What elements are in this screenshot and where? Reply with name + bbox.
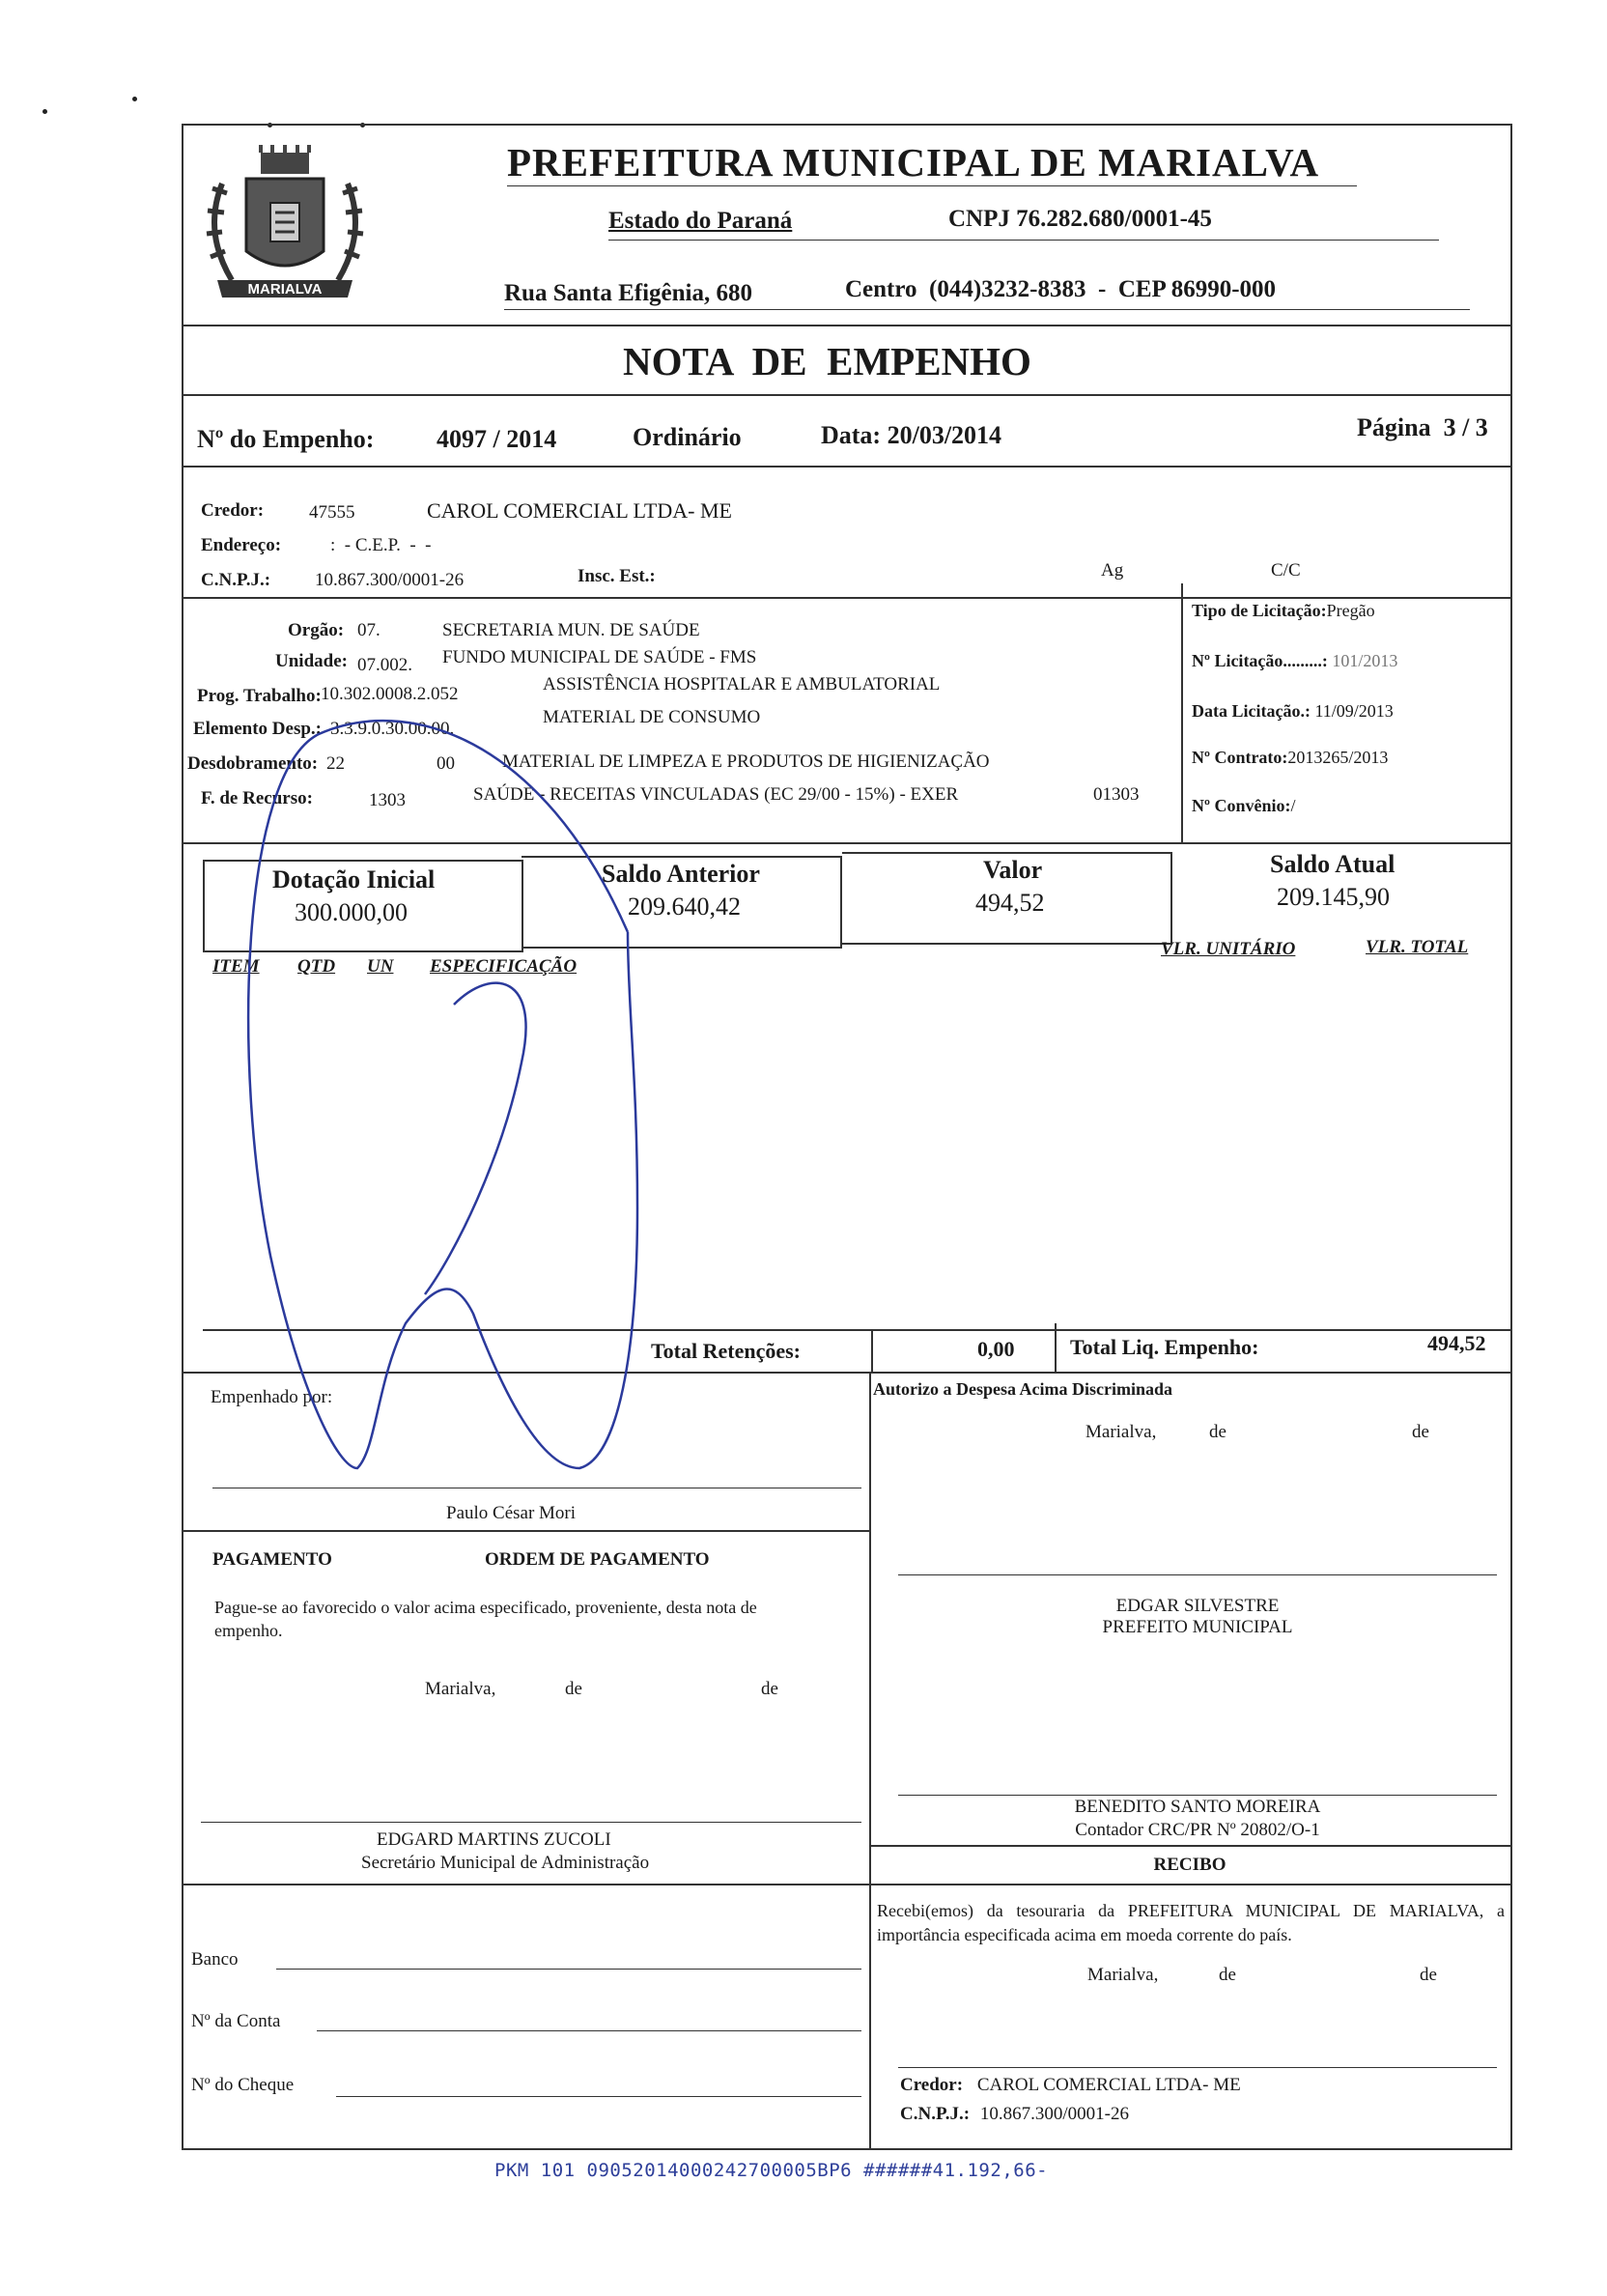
total-retencoes-value: 0,00 (977, 1337, 1015, 1361)
processing-stamp: PKM 101 09052014000242700005BP6 ######41.192,66- (494, 2160, 1049, 2181)
desdobramento-name: MATERIAL DE LIMPEZA E PRODUTOS DE HIGIENIZAÇÃO (502, 751, 990, 772)
recibo-de-2: de (1420, 1965, 1437, 1985)
crest-label: MARIALVA (247, 281, 323, 298)
pague-se-text: Pague-se ao favorecido o valor acima especificado, proveniente, desta nota de empenho. (214, 1598, 757, 1640)
orgao-code: 07. (357, 620, 381, 640)
numero-convenio-value: / (1290, 796, 1296, 815)
prefeito-name: EDGAR SILVESTRE (1115, 1596, 1280, 1616)
empenho-number: 4097 / 2014 (437, 425, 557, 453)
numero-contrato-label: Nº Contrato: (1192, 748, 1288, 767)
recibo-text: Recebi(emos) da tesouraria da PREFEITURA MUNICIPAL DE MARIALVA, a importância especificada acima em moeda corrente do país. (877, 1901, 1505, 1944)
fonte-recurso-extra: 01303 (1093, 784, 1140, 805)
fonte-recurso-code: 1303 (369, 790, 406, 810)
autorizo-despesa: Autorizo a Despesa Acima Discriminada (873, 1379, 1172, 1399)
dotacao-inicial-label: Dotação Inicial (272, 865, 436, 893)
unidade-name: FUNDO MUNICIPAL DE SAÚDE - FMS (442, 647, 757, 667)
saldo-atual-value: 209.145,90 (1277, 883, 1390, 911)
numero-conta-label: Nº da Conta (191, 2011, 281, 2031)
autorizo-de-2: de (1412, 1422, 1429, 1442)
prefeito-role: PREFEITO MUNICIPAL (1102, 1617, 1293, 1637)
recibo-cnpj-value: 10.867.300/0001-26 (979, 2104, 1129, 2124)
recibo-title: RECIBO (1153, 1855, 1226, 1875)
autorizo-city: Marialva, (1085, 1422, 1157, 1442)
credor-label: Credor: (201, 500, 265, 521)
data-licitacao-value: 11/09/2013 (1314, 701, 1394, 721)
valor-value: 494,52 (975, 889, 1045, 917)
tipo-licitacao-value: Pregão (1326, 601, 1375, 620)
credor-name: CAROL COMERCIAL LTDA- ME (427, 498, 732, 523)
header-cnpj: CNPJ 76.282.680/0001-45 (948, 206, 1212, 232)
elemento-despesa-name: MATERIAL DE CONSUMO (543, 707, 761, 727)
elemento-despesa-code: 3.3.9.0.30.00.00. (330, 719, 455, 739)
col-vlr-total: VLR. TOTAL (1366, 937, 1469, 957)
secretario-name: EDGARD MARTINS ZUCOLI (377, 1829, 611, 1850)
total-liquido-value: 494,52 (1427, 1331, 1486, 1355)
pagamento-label: PAGAMENTO (212, 1549, 332, 1570)
orgao-label: Orgão: (288, 620, 345, 640)
empenho-number-label: Nº do Empenho: (197, 425, 375, 453)
col-qtd: QTD (297, 956, 336, 977)
saldo-anterior-value: 209.640,42 (628, 893, 741, 921)
desdobramento-a: 22 (326, 753, 345, 774)
numero-licitacao-label: Nº Licitação.........: (1192, 651, 1328, 670)
street-address: Rua Santa Efigênia, 680 (504, 280, 752, 306)
tipo-licitacao-label: Tipo de Licitação: (1192, 601, 1327, 620)
credor-code: 47555 (309, 502, 355, 523)
recibo-de-1: de (1219, 1965, 1236, 1985)
ordem-pagamento-label: ORDEM DE PAGAMENTO (485, 1549, 710, 1570)
total-retencoes-label: Total Retenções: (651, 1339, 801, 1363)
unidade-code: 07.002. (357, 655, 412, 675)
municipality-title: PREFEITURA MUNICIPAL DE MARIALVA (507, 140, 1320, 184)
recibo-credor-name: CAROL COMERCIAL LTDA- ME (976, 2075, 1241, 2095)
numero-licitacao-value: 101/2013 (1332, 651, 1398, 670)
col-item: ITEM (212, 956, 260, 977)
numero-convenio-label: Nº Convênio: (1192, 796, 1291, 815)
state-name: Estado do Paraná (608, 208, 793, 234)
insc-est-label: Insc. Est.: (578, 566, 656, 586)
unidade-label: Unidade: (275, 651, 348, 671)
valor-label: Valor (983, 856, 1043, 884)
secretario-role: Secretário Municipal de Administração (361, 1853, 650, 1873)
numero-cheque-label: Nº do Cheque (191, 2075, 295, 2095)
col-vlr-unitario: VLR. UNITÁRIO (1161, 939, 1296, 959)
district-phone-cep: Centro (044)3232-8383 - CEP 86990-000 (845, 276, 1277, 302)
desdobramento-b: 00 (437, 753, 455, 774)
recibo-cnpj-label: C.N.P.J.: (900, 2104, 971, 2124)
recibo-credor-label: Credor: (900, 2075, 964, 2095)
document-title: NOTA DE EMPENHO (623, 339, 1031, 383)
endereco-label: Endereço: (201, 535, 282, 555)
banco-label: Banco (191, 1949, 239, 1970)
prog-trabalho-code: 10.302.0008.2.052 (321, 684, 459, 704)
pagamento-de-2: de (761, 1679, 778, 1699)
fonte-recurso-name: SAÚDE - RECEITAS VINCULADAS (EC 29/00 - 15%) - EXER (473, 784, 959, 805)
conta-corrente-label: C/C (1271, 560, 1301, 581)
numero-contrato-value: 2013265/2013 (1287, 748, 1389, 767)
saldo-anterior-label: Saldo Anterior (602, 860, 760, 888)
contador-role: Contador CRC/PR Nº 20802/O-1 (1075, 1820, 1320, 1840)
pagamento-city: Marialva, (425, 1679, 496, 1699)
data-licitacao-label: Data Licitação.: (1192, 701, 1311, 721)
agencia-label: Ag (1101, 560, 1124, 581)
credor-cnpj-label: C.N.P.J.: (201, 570, 271, 590)
col-un: UN (367, 956, 394, 977)
empenhado-por-label: Empenhado por: (211, 1387, 333, 1407)
col-especificacao: ESPECIFICAÇÃO (430, 956, 578, 977)
desdobramento-label: Desdobramento: (187, 753, 319, 774)
prog-trabalho-label: Prog. Trabalho: (197, 686, 322, 706)
saldo-atual-label: Saldo Atual (1270, 850, 1396, 878)
empenhado-por-name: Paulo César Mori (446, 1503, 577, 1523)
prog-trabalho-name: ASSISTÊNCIA HOSPITALAR E AMBULATORIAL (543, 674, 941, 694)
dotacao-inicial-value: 300.000,00 (295, 898, 408, 926)
recibo-city: Marialva, (1087, 1965, 1159, 1985)
endereco-value: : - C.E.P. - - (330, 535, 432, 555)
pagamento-de-1: de (565, 1679, 582, 1699)
credor-cnpj-value: 10.867.300/0001-26 (315, 570, 465, 590)
empenho-type: Ordinário (633, 423, 742, 451)
total-liquido-label: Total Liq. Empenho: (1070, 1335, 1259, 1359)
empenho-date: Data: 20/03/2014 (821, 421, 1002, 449)
orgao-name: SECRETARIA MUN. DE SAÚDE (442, 620, 700, 640)
contador-name: BENEDITO SANTO MOREIRA (1074, 1797, 1321, 1817)
elemento-despesa-label: Elemento Desp.: (193, 719, 322, 739)
autorizo-de-1: de (1209, 1422, 1226, 1442)
page-indicator: Página 3 / 3 (1357, 413, 1488, 441)
fonte-recurso-label: F. de Recurso: (201, 788, 313, 808)
